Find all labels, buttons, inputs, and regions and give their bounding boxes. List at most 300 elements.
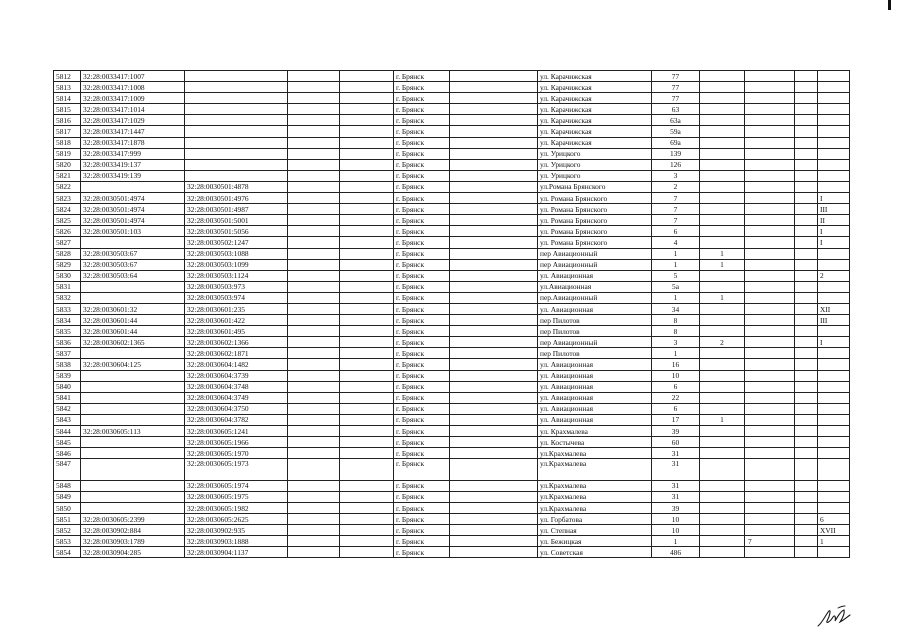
cell-col-11: [745, 359, 795, 370]
table-row: [54, 459, 850, 481]
cell-cadastral-parcel: 32:28:0030503:67: [81, 259, 185, 270]
cell-col-11: [745, 337, 795, 348]
cell-col-4: [288, 480, 340, 491]
cell-city: г. Брянск: [394, 82, 450, 93]
cell-col-7: [450, 270, 538, 281]
cell-cadastral-object: 32:28:0030903:1888: [185, 536, 288, 547]
cell-cadastral-parcel: [81, 403, 185, 414]
cell-col-12: [795, 437, 818, 448]
cell-col-4: [288, 359, 340, 370]
table-row: [54, 547, 850, 558]
cell-cadastral-parcel: 32:28:0030601:32: [81, 303, 185, 314]
cell-row-number: 5822: [54, 181, 81, 192]
cell-col-12: [795, 448, 818, 459]
cell-cadastral-parcel: 32:28:0033417:1878: [81, 137, 185, 148]
cell-row-number: 5820: [54, 159, 81, 170]
cell-col-5: [340, 480, 394, 491]
cell-city: г. Брянск: [394, 403, 450, 414]
cell-city: г. Брянск: [394, 193, 450, 204]
cell-house-number: 63а: [652, 115, 700, 126]
cell-cadastral-object: 32:28:0030604:3749: [185, 392, 288, 403]
cell-col-7: [450, 348, 538, 359]
cell-cadastral-parcel: 32:28:0033417:1029: [81, 115, 185, 126]
table-row: [54, 159, 850, 170]
cell-col-11: [745, 170, 795, 181]
cell-col-12: [795, 525, 818, 536]
cell-unit-number: [818, 370, 850, 381]
table-row: [54, 414, 850, 425]
cell-col-5: [340, 170, 394, 181]
cell-col-5: [340, 292, 394, 303]
cell-col-5: [340, 326, 394, 337]
cell-house-number: 31: [652, 480, 700, 491]
cell-col-5: [340, 159, 394, 170]
cell-col-12: [795, 502, 818, 513]
cell-unit-number: [818, 437, 850, 448]
cell-house-number: 6: [652, 403, 700, 414]
cell-col-12: [795, 71, 818, 82]
cell-col-10: [700, 71, 745, 82]
cell-col-11: [745, 71, 795, 82]
cell-col-7: [450, 392, 538, 403]
table-row: [54, 193, 850, 204]
table-row: [54, 137, 850, 148]
cell-col-5: [340, 93, 394, 104]
cell-street: ул. Костычева: [538, 437, 652, 448]
cell-col-11: [745, 248, 795, 259]
cell-house-number: 4: [652, 237, 700, 248]
cell-house-number: 31: [652, 448, 700, 459]
cell-cadastral-object: 32:28:0030602:1871: [185, 348, 288, 359]
cell-col-11: [745, 93, 795, 104]
cell-unit-number: [818, 403, 850, 414]
cell-col-4: [288, 215, 340, 226]
cell-cadastral-object: 32:28:0030605:1982: [185, 502, 288, 513]
cell-col-12: [795, 259, 818, 270]
cell-city: г. Брянск: [394, 315, 450, 326]
cell-col-10: [700, 392, 745, 403]
cell-unit-number: III: [818, 315, 850, 326]
cell-unit-number: [818, 82, 850, 93]
cell-cadastral-object: 32:28:0030502:1247: [185, 237, 288, 248]
cell-col-12: [795, 348, 818, 359]
cell-col-12: [795, 480, 818, 491]
cell-col-12: [795, 426, 818, 437]
cell-cadastral-object: 32:28:0030503:1099: [185, 259, 288, 270]
table-row: [54, 71, 850, 82]
cell-cadastral-object: 32:28:0030604:3750: [185, 403, 288, 414]
table-row: [54, 502, 850, 513]
cell-col-11: [745, 215, 795, 226]
cell-house-number: 1: [652, 348, 700, 359]
cell-cadastral-parcel: 32:28:0033417:1007: [81, 71, 185, 82]
cell-house-number: 5: [652, 270, 700, 281]
cell-col-12: [795, 326, 818, 337]
cell-col-5: [340, 502, 394, 513]
cell-street: ул.Крахмалева: [538, 480, 652, 491]
cell-col-11: [745, 159, 795, 170]
cell-unit-number: [818, 359, 850, 370]
cell-col-12: [795, 248, 818, 259]
cell-col-5: [340, 337, 394, 348]
cell-col-11: [745, 525, 795, 536]
cell-col-7: [450, 237, 538, 248]
cell-unit-number: XVII: [818, 525, 850, 536]
cell-street: ул. Советская: [538, 547, 652, 558]
cell-col-4: [288, 403, 340, 414]
cell-col-11: [745, 82, 795, 93]
cell-col-5: [340, 237, 394, 248]
cell-row-number: 5840: [54, 381, 81, 392]
cell-col-5: [340, 303, 394, 314]
cell-house-number: 7: [652, 204, 700, 215]
cell-unit-number: [818, 104, 850, 115]
cell-col-10: 1: [700, 259, 745, 270]
cell-cadastral-object: 32:28:0030503:973: [185, 281, 288, 292]
cell-house-number: 126: [652, 159, 700, 170]
cell-cadastral-object: 32:28:0030605:1975: [185, 491, 288, 502]
cell-city: г. Брянск: [394, 93, 450, 104]
cell-col-4: [288, 270, 340, 281]
cell-col-10: [700, 159, 745, 170]
cell-col-11: [745, 403, 795, 414]
cell-col-12: [795, 392, 818, 403]
cell-col-10: [700, 193, 745, 204]
cell-col-11: [745, 426, 795, 437]
cell-house-number: 486: [652, 547, 700, 558]
cell-col-7: [450, 437, 538, 448]
cell-cadastral-parcel: 32:28:0030605:113: [81, 426, 185, 437]
cell-col-10: [700, 181, 745, 192]
cell-col-7: [450, 82, 538, 93]
cell-cadastral-parcel: 32:28:0033419:139: [81, 170, 185, 181]
cell-col-7: [450, 337, 538, 348]
cell-col-7: [450, 536, 538, 547]
cell-cadastral-parcel: 32:28:0030503:67: [81, 248, 185, 259]
cell-col-10: [700, 448, 745, 459]
cell-street: ул. Романа Брянского: [538, 215, 652, 226]
cell-row-number: 5824: [54, 204, 81, 215]
cell-street: ул. Горбатова: [538, 514, 652, 525]
cell-unit-number: [818, 426, 850, 437]
cell-city: г. Брянск: [394, 292, 450, 303]
cell-col-12: [795, 181, 818, 192]
cell-unit-number: [818, 248, 850, 259]
cell-col-4: [288, 248, 340, 259]
cell-row-number: 5838: [54, 359, 81, 370]
cell-city: г. Брянск: [394, 71, 450, 82]
table-row: [54, 226, 850, 237]
table-row: [54, 381, 850, 392]
cell-row-number: 5841: [54, 392, 81, 403]
table-row: [54, 337, 850, 348]
cell-col-5: [340, 248, 394, 259]
cell-col-4: [288, 237, 340, 248]
cell-col-7: [450, 292, 538, 303]
cell-col-11: [745, 348, 795, 359]
cell-row-number: 5836: [54, 337, 81, 348]
cell-col-5: [340, 426, 394, 437]
cell-col-12: [795, 459, 818, 481]
cell-col-4: [288, 348, 340, 359]
cell-col-4: [288, 115, 340, 126]
table-row: [54, 426, 850, 437]
cell-cadastral-parcel: 32:28:0030903:1789: [81, 536, 185, 547]
cell-house-number: 31: [652, 459, 700, 481]
cell-cadastral-parcel: [81, 480, 185, 491]
cell-col-10: [700, 226, 745, 237]
cell-row-number: 5818: [54, 137, 81, 148]
cell-cadastral-object: 32:28:0030604:3739: [185, 370, 288, 381]
cell-cadastral-parcel: 32:28:0033417:1009: [81, 93, 185, 104]
cell-cadastral-object: 32:28:0030605:1966: [185, 437, 288, 448]
cell-col-7: [450, 71, 538, 82]
cell-street: ул. Карачижская: [538, 115, 652, 126]
cell-row-number: 5844: [54, 426, 81, 437]
register-body: [54, 71, 850, 558]
table-row: [54, 270, 850, 281]
cell-cadastral-object: [185, 126, 288, 137]
cell-unit-number: I: [818, 193, 850, 204]
cell-col-7: [450, 491, 538, 502]
cell-street: ул. Авиационная: [538, 392, 652, 403]
cell-house-number: 39: [652, 426, 700, 437]
cell-col-5: [340, 392, 394, 403]
cell-col-10: [700, 137, 745, 148]
cell-cadastral-object: 32:28:0030601:422: [185, 315, 288, 326]
cell-col-4: [288, 414, 340, 425]
cell-cadastral-object: [185, 82, 288, 93]
cell-row-number: 5847: [54, 459, 81, 481]
cell-row-number: 5832: [54, 292, 81, 303]
cell-col-10: [700, 359, 745, 370]
cell-col-5: [340, 525, 394, 536]
cell-col-11: [745, 414, 795, 425]
cell-row-number: 5842: [54, 403, 81, 414]
cell-col-5: [340, 448, 394, 459]
table-row: [54, 480, 850, 491]
cell-city: г. Брянск: [394, 226, 450, 237]
cell-col-11: [745, 237, 795, 248]
cell-row-number: 5828: [54, 248, 81, 259]
cell-col-10: 2: [700, 337, 745, 348]
cell-house-number: 63: [652, 104, 700, 115]
cell-col-11: [745, 448, 795, 459]
cell-unit-number: [818, 502, 850, 513]
cell-street: ул. Романа Брянского: [538, 226, 652, 237]
table-row: [54, 215, 850, 226]
cell-row-number: 5817: [54, 126, 81, 137]
cell-col-12: [795, 547, 818, 558]
cell-row-number: 5814: [54, 93, 81, 104]
cell-col-10: 1: [700, 292, 745, 303]
table-row: [54, 82, 850, 93]
cell-unit-number: [818, 137, 850, 148]
table-row: [54, 525, 850, 536]
cell-col-5: [340, 536, 394, 547]
cell-unit-number: [818, 148, 850, 159]
cell-col-5: [340, 348, 394, 359]
cell-col-10: [700, 281, 745, 292]
cell-col-4: [288, 82, 340, 93]
cell-col-12: [795, 226, 818, 237]
cell-col-7: [450, 126, 538, 137]
cell-cadastral-parcel: 32:28:0030501:4974: [81, 193, 185, 204]
cell-col-7: [450, 370, 538, 381]
cell-unit-number: I: [818, 337, 850, 348]
cell-cadastral-object: [185, 148, 288, 159]
cell-cadastral-parcel: 32:28:0030501:4974: [81, 204, 185, 215]
cell-col-10: [700, 403, 745, 414]
cell-cadastral-object: [185, 93, 288, 104]
cell-house-number: 16: [652, 359, 700, 370]
cell-house-number: 1: [652, 248, 700, 259]
cell-row-number: 5843: [54, 414, 81, 425]
cell-col-7: [450, 159, 538, 170]
cell-street: ул. Авиационная: [538, 370, 652, 381]
cell-col-10: 1: [700, 414, 745, 425]
cell-row-number: 5815: [54, 104, 81, 115]
cell-col-5: [340, 137, 394, 148]
cell-row-number: 5821: [54, 170, 81, 181]
cell-col-4: [288, 491, 340, 502]
cell-col-12: [795, 93, 818, 104]
cell-cadastral-object: 32:28:0030604:3748: [185, 381, 288, 392]
cell-col-5: [340, 414, 394, 425]
cell-col-4: [288, 459, 340, 481]
cell-unit-number: [818, 93, 850, 104]
cell-col-10: [700, 326, 745, 337]
cell-col-5: [340, 359, 394, 370]
cell-col-11: [745, 547, 795, 558]
cell-row-number: 5819: [54, 148, 81, 159]
table-row: [54, 303, 850, 314]
cell-col-10: [700, 547, 745, 558]
cell-col-4: [288, 193, 340, 204]
cell-col-10: [700, 502, 745, 513]
cell-col-11: [745, 193, 795, 204]
cell-col-12: [795, 148, 818, 159]
cell-col-5: [340, 115, 394, 126]
cell-cadastral-object: 32:28:0030902:935: [185, 525, 288, 536]
cell-cadastral-object: 32:28:0030501:5056: [185, 226, 288, 237]
cell-col-12: [795, 303, 818, 314]
cell-col-10: [700, 536, 745, 547]
table-row: [54, 204, 850, 215]
cell-col-7: [450, 403, 538, 414]
cell-unit-number: [818, 326, 850, 337]
cell-unit-number: 1: [818, 536, 850, 547]
table-row: [54, 403, 850, 414]
cell-city: г. Брянск: [394, 137, 450, 148]
cell-col-10: [700, 459, 745, 481]
cell-cadastral-object: [185, 104, 288, 115]
cell-col-7: [450, 303, 538, 314]
cell-city: г. Брянск: [394, 337, 450, 348]
cell-house-number: 10: [652, 525, 700, 536]
cell-cadastral-parcel: 32:28:0030503:64: [81, 270, 185, 281]
cell-row-number: 5827: [54, 237, 81, 248]
cell-unit-number: III: [818, 204, 850, 215]
cell-col-5: [340, 181, 394, 192]
cell-city: г. Брянск: [394, 381, 450, 392]
cell-house-number: 17: [652, 414, 700, 425]
cell-col-5: [340, 459, 394, 481]
cell-col-10: [700, 93, 745, 104]
cell-street: ул. Бежицкая: [538, 536, 652, 547]
cell-row-number: 5848: [54, 480, 81, 491]
cell-col-4: [288, 181, 340, 192]
cell-house-number: 77: [652, 71, 700, 82]
cell-col-7: [450, 148, 538, 159]
cell-col-11: [745, 459, 795, 481]
cell-col-4: [288, 337, 340, 348]
cell-col-10: [700, 204, 745, 215]
cell-col-4: [288, 292, 340, 303]
cell-col-7: [450, 248, 538, 259]
cell-city: г. Брянск: [394, 414, 450, 425]
cell-col-11: [745, 226, 795, 237]
cell-unit-number: [818, 159, 850, 170]
cell-cadastral-object: 32:28:0030605:2625: [185, 514, 288, 525]
cell-house-number: 59а: [652, 126, 700, 137]
cell-col-4: [288, 137, 340, 148]
cell-cadastral-parcel: [81, 281, 185, 292]
cell-cadastral-parcel: [81, 237, 185, 248]
cell-col-7: [450, 170, 538, 181]
cell-col-4: [288, 392, 340, 403]
cell-col-11: [745, 491, 795, 502]
cell-col-10: [700, 82, 745, 93]
cell-unit-number: 2: [818, 270, 850, 281]
cell-house-number: 77: [652, 93, 700, 104]
cell-col-7: [450, 381, 538, 392]
cell-street: ул. Карачижская: [538, 71, 652, 82]
cell-col-5: [340, 403, 394, 414]
cell-cadastral-parcel: [81, 437, 185, 448]
cell-house-number: 8: [652, 315, 700, 326]
cell-col-10: [700, 170, 745, 181]
cell-col-12: [795, 403, 818, 414]
cell-col-11: [745, 370, 795, 381]
cell-col-4: [288, 514, 340, 525]
cell-col-4: [288, 303, 340, 314]
cell-col-7: [450, 259, 538, 270]
cell-col-12: [795, 137, 818, 148]
cell-house-number: 1: [652, 259, 700, 270]
cell-row-number: 5839: [54, 370, 81, 381]
cell-city: г. Брянск: [394, 326, 450, 337]
cell-city: г. Брянск: [394, 237, 450, 248]
cell-row-number: 5826: [54, 226, 81, 237]
cell-row-number: 5846: [54, 448, 81, 459]
table-row: [54, 281, 850, 292]
cell-col-7: [450, 137, 538, 148]
cell-cadastral-parcel: 32:28:0033417:1014: [81, 104, 185, 115]
register-table: [53, 70, 850, 558]
cell-street: ул. Урицкого: [538, 159, 652, 170]
cell-cadastral-object: 32:28:0030601:495: [185, 326, 288, 337]
cell-col-4: [288, 204, 340, 215]
cell-row-number: 5837: [54, 348, 81, 359]
cell-house-number: 1: [652, 292, 700, 303]
cell-unit-number: 6: [818, 514, 850, 525]
cell-city: г. Брянск: [394, 491, 450, 502]
cell-col-4: [288, 281, 340, 292]
cell-cadastral-object: 32:28:0030501:4878: [185, 181, 288, 192]
cell-unit-number: [818, 115, 850, 126]
table-row: [54, 536, 850, 547]
